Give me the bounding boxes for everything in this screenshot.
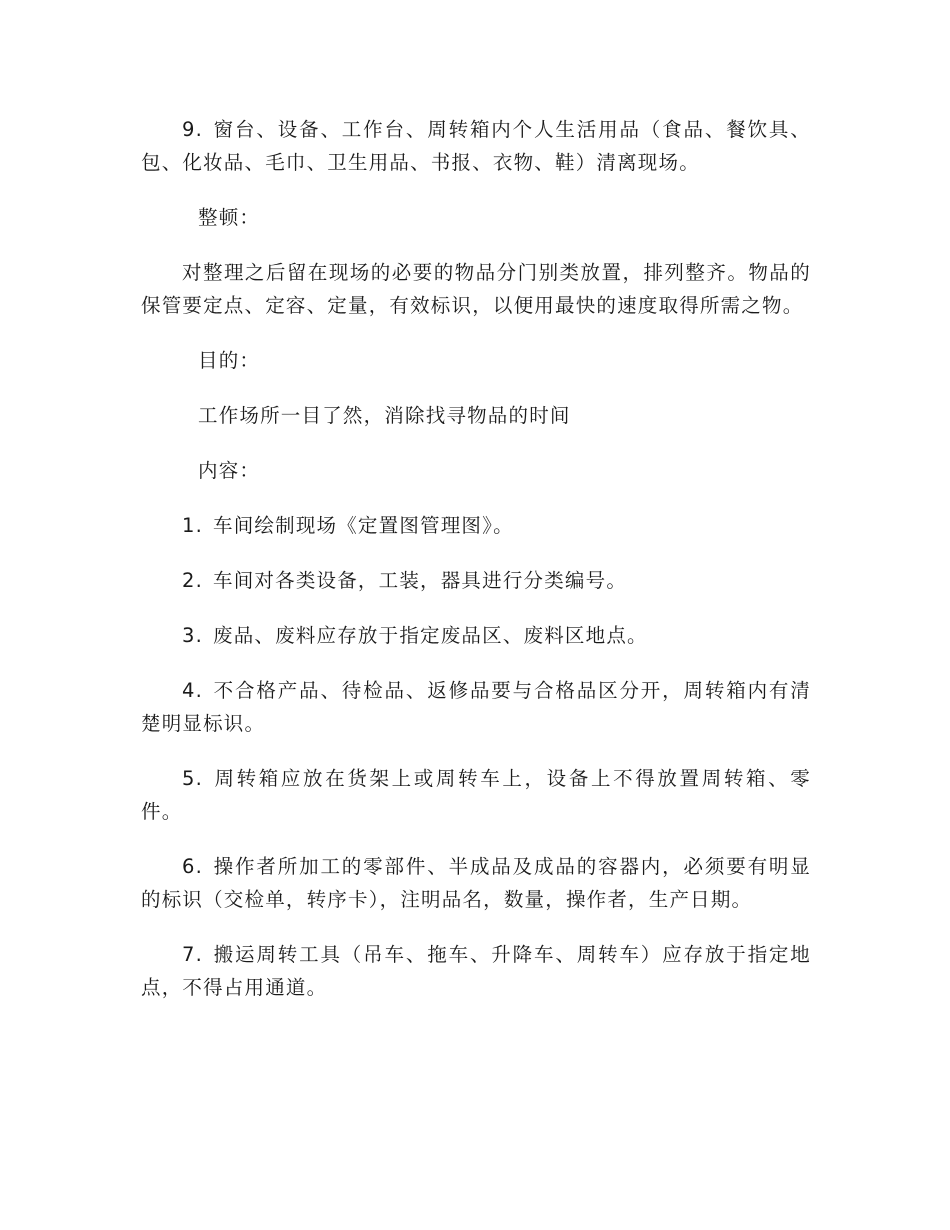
section-heading-zhengdun: 整顿： — [198, 206, 261, 229]
list-item-number: 6. — [182, 855, 204, 878]
list-item-2 — [141, 564, 811, 597]
list-item-text: 车间绘制现场《定置图管理图》。 — [213, 514, 514, 537]
list-item-number: 9. — [182, 118, 204, 141]
purpose-heading: 目的： — [198, 349, 261, 372]
purpose-text: 工作场所一目了然，消除找寻物品的时间 — [198, 404, 571, 427]
list-item-text: 不合格产品、待检品、返修品要与合格品区分开，周转箱内有清楚明显标识。 — [141, 679, 811, 735]
list-item-number: 3. — [182, 624, 204, 647]
list-item-7 — [141, 938, 811, 1004]
list-item-text: 窗台、设备、工作台、周转箱内个人生活用品（食品、餐饮具、包、化妆品、毛巾、卫生用品、书报、衣物、鞋）清离现场。 — [141, 118, 811, 174]
document-body — [141, 113, 811, 1026]
list-item-9 — [141, 113, 811, 179]
definition-paragraph: 对整理之后留在现场的必要的物品分门别类放置，排列整齐。物品的保管要定点、定容、定量，有效标识，以便用最快的速度取得所需之物。 — [141, 261, 811, 317]
list-item-number: 5. — [182, 767, 204, 790]
content-heading: 内容： — [198, 459, 261, 482]
list-item-text: 搬运周转工具（吊车、拖车、升降车、周转车）应存放于指定地点，不得占用通道。 — [141, 943, 811, 999]
list-item-5 — [141, 762, 811, 828]
list-item-text: 车间对各类设备，工装，器具进行分类编号。 — [213, 569, 628, 592]
list-item-3 — [141, 619, 811, 652]
list-item-4 — [141, 674, 811, 740]
list-item-1 — [141, 509, 811, 542]
list-item-6 — [141, 850, 811, 916]
list-item-text: 周转箱应放在货架上或周转车上，设备上不得放置周转箱、零件。 — [141, 767, 811, 823]
list-item-number: 1. — [182, 514, 204, 537]
list-item-number: 4. — [182, 679, 204, 702]
list-item-number: 2. — [182, 569, 204, 592]
list-item-number: 7. — [182, 943, 204, 966]
list-item-text: 操作者所加工的零部件、半成品及成品的容器内，必须要有明显的标识（交检单，转序卡），注明品名，数量，操作者，生产日期。 — [141, 855, 811, 911]
list-item-text: 废品、废料应存放于指定废品区、废料区地点。 — [213, 624, 648, 647]
